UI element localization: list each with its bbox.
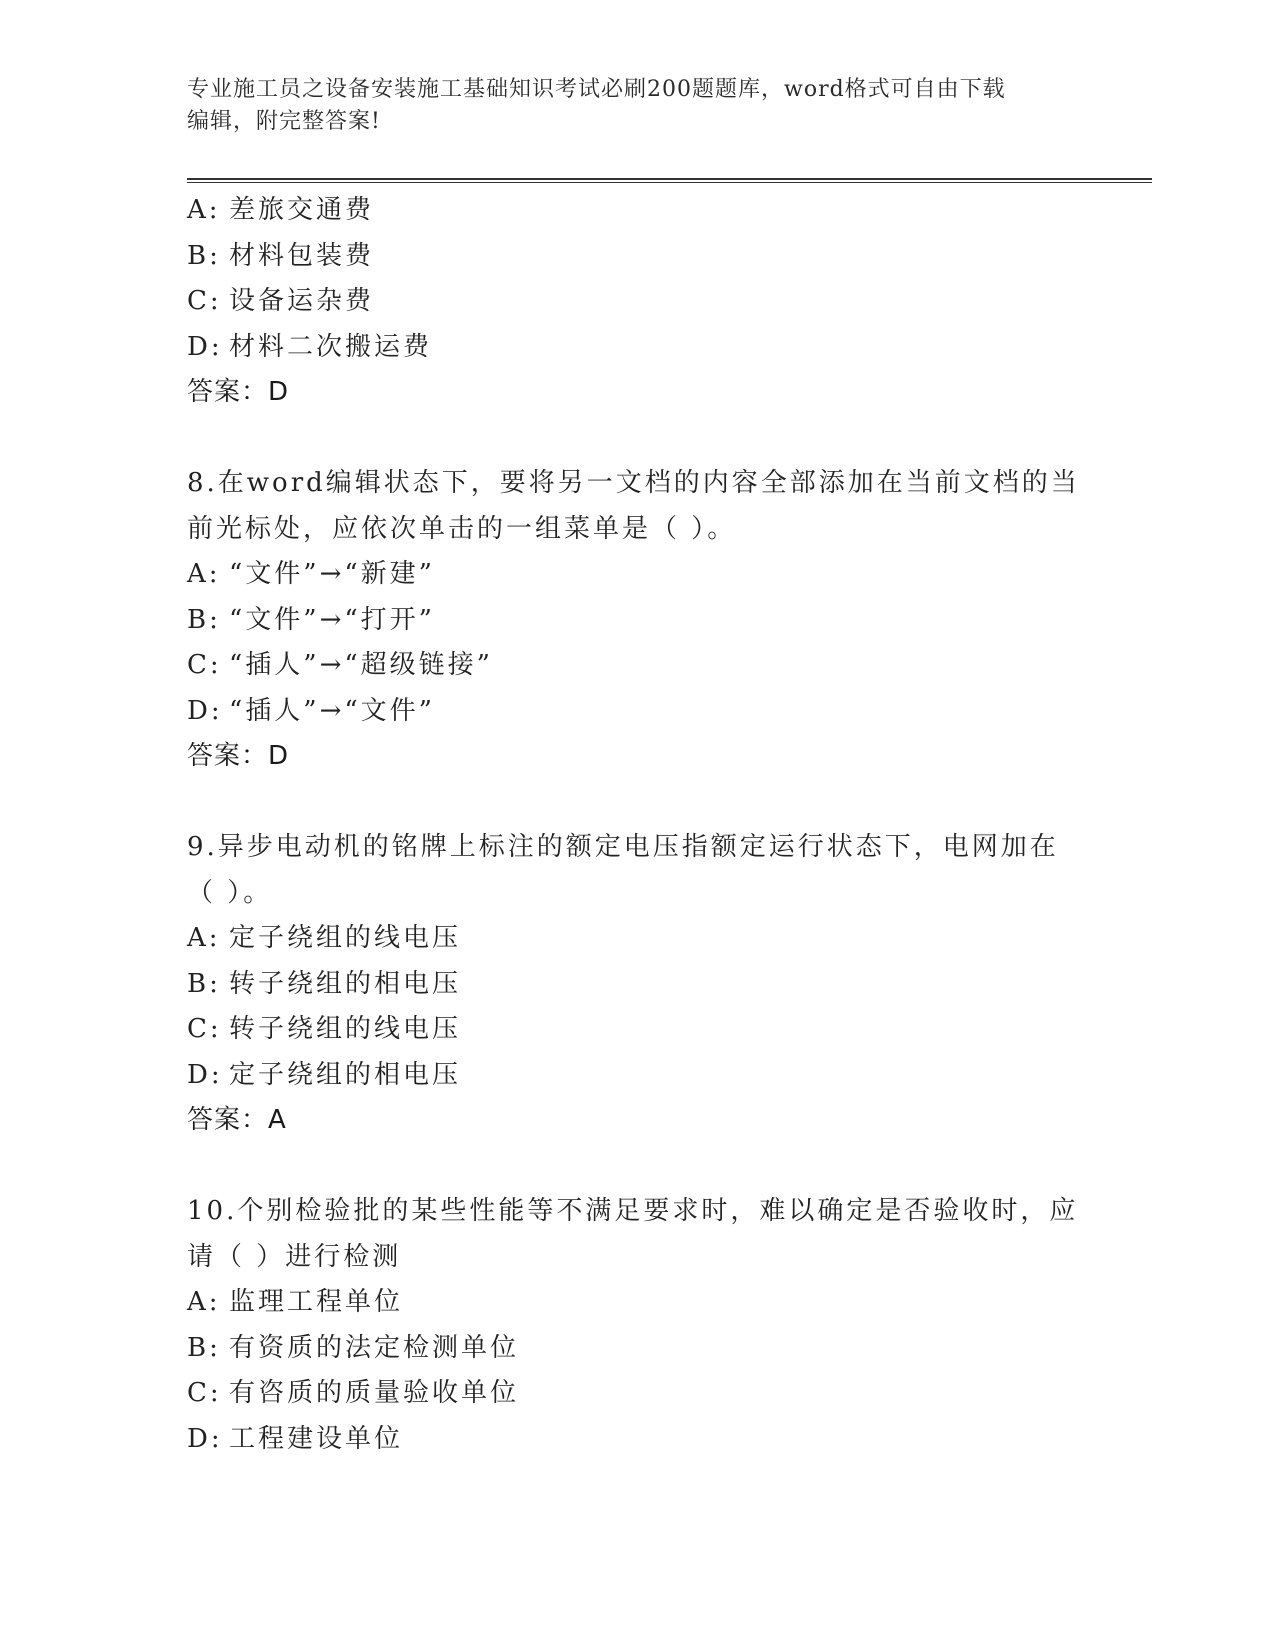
option-c [187, 643, 1147, 689]
option-text: 监理工程单位 [229, 1287, 404, 1317]
question-text-line-1: 10.个别检验批的某些性能等不满足要求时，难以确定是否验收时，应 [187, 1196, 1079, 1226]
option-letter: B: [187, 1332, 221, 1363]
option-a [187, 916, 1147, 962]
question-text-line-2: 请（ ）进行检测 [187, 1241, 402, 1272]
option-text: 转子绕组的相电压 [229, 968, 462, 999]
option-letter: C: [187, 286, 222, 316]
option-letter: A: [187, 559, 221, 589]
option-text: 定子绕组的相电压 [229, 1059, 462, 1090]
answer: 答案：A [187, 1105, 287, 1135]
spacer [187, 780, 1147, 826]
option-text: 转子绕组的线电压 [229, 1014, 462, 1044]
question-content [187, 188, 1147, 1462]
option-letter: D: [187, 695, 223, 726]
option-b [187, 962, 1147, 1008]
answer: 答案：D [187, 377, 290, 407]
answer: 答案：D [187, 741, 290, 771]
option-letter: C: [187, 1014, 222, 1044]
option-text: “插人”→“超级链接” [229, 650, 493, 680]
option-a [187, 1280, 1147, 1326]
option-letter: C: [187, 1378, 222, 1408]
option-text: “插人”→“文件” [229, 695, 435, 726]
option-text: 工程建设单位 [229, 1423, 404, 1454]
option-letter: D: [187, 331, 223, 362]
option-text: 材料包装费 [229, 240, 375, 271]
option-text: “文件”→“打开” [229, 604, 435, 635]
spacer [187, 416, 1147, 462]
option-letter: D: [187, 1423, 223, 1454]
option-a [187, 552, 1147, 598]
option-text: 设备运杂费 [229, 286, 375, 316]
option-letter: B: [187, 604, 221, 635]
question-7 [187, 188, 1147, 416]
question-text-line-2: （ ）。 [187, 877, 273, 908]
header-title-line-1: 专业施工员之设备安装施工基础知识考试必刷200题题库，word格式可自由下载 [187, 77, 1006, 102]
option-d [187, 1053, 1147, 1099]
option-b [187, 234, 1147, 280]
option-letter: A: [187, 923, 221, 953]
option-letter: A: [187, 195, 221, 225]
option-d [187, 325, 1147, 371]
option-b [187, 1326, 1147, 1372]
option-text: 差旅交通费 [229, 195, 375, 225]
option-letter: B: [187, 240, 221, 271]
option-text: 有资质的法定检测单位 [229, 1332, 520, 1363]
option-d [187, 1417, 1147, 1463]
option-letter: C: [187, 650, 222, 680]
option-letter: B: [187, 968, 221, 999]
page-header [187, 74, 1067, 138]
option-b [187, 598, 1147, 644]
option-c [187, 279, 1147, 325]
option-letter: A: [187, 1287, 221, 1317]
question-10 [187, 1189, 1147, 1462]
option-a [187, 188, 1147, 234]
header-title-line-2: 编辑，附完整答案! [187, 109, 381, 134]
option-text: 有咨质的质量验收单位 [229, 1378, 520, 1408]
option-text: 材料二次搬运费 [229, 331, 433, 362]
question-text-line-1: 8.在word编辑状态下，要将另一文档的内容全部添加在当前文档的当 [187, 468, 1080, 498]
option-text: “文件”→“新建” [229, 559, 435, 589]
option-text: 定子绕组的线电压 [229, 923, 462, 953]
header-divider [187, 178, 1152, 183]
option-c [187, 1007, 1147, 1053]
question-9 [187, 825, 1147, 1144]
option-c [187, 1371, 1147, 1417]
spacer [187, 1144, 1147, 1190]
question-text-line-1: 9.异步电动机的铭牌上标注的额定电压指额定运行状态下，电网加在 [187, 832, 1059, 862]
option-d [187, 689, 1147, 735]
question-text-line-2: 前光标处，应依次单击的一组菜单是（ ）。 [187, 513, 737, 544]
question-8 [187, 461, 1147, 780]
option-letter: D: [187, 1059, 223, 1090]
